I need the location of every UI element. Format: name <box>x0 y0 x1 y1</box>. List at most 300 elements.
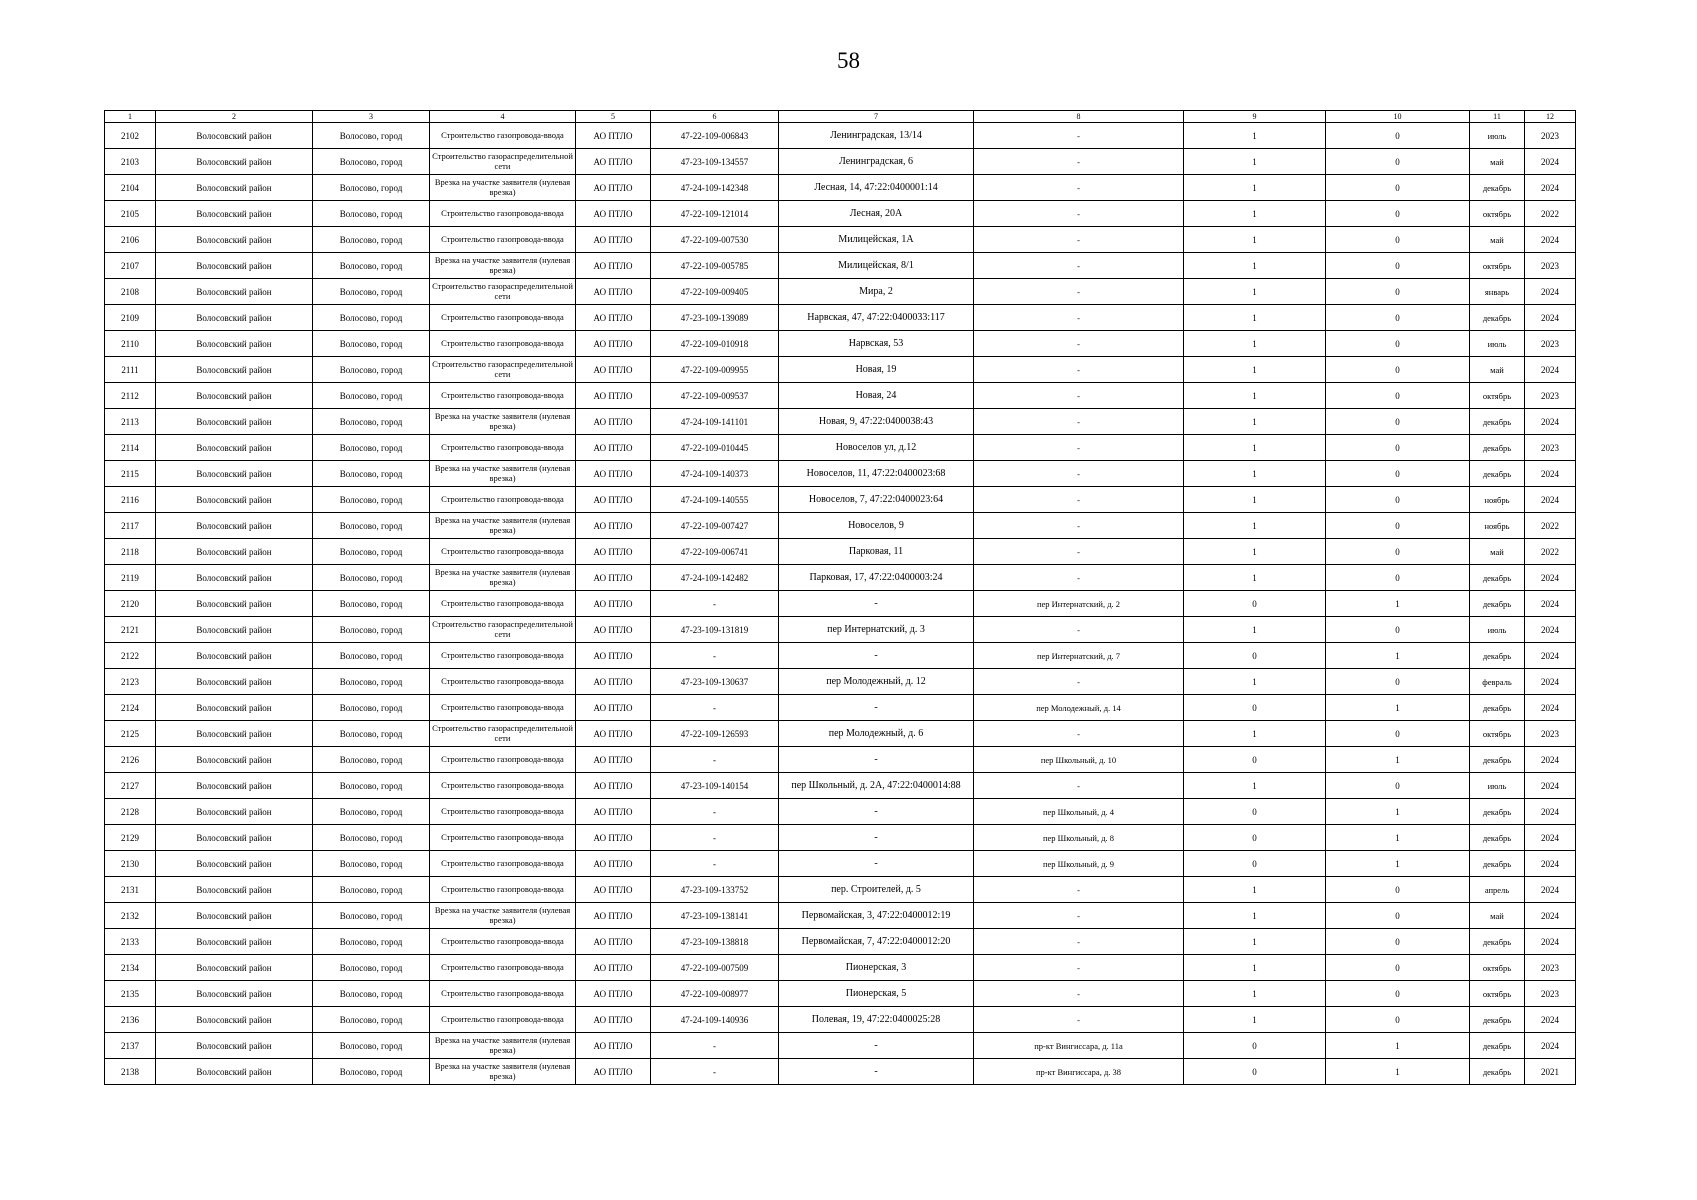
district-cell: Волосовский район <box>156 149 313 175</box>
table-row <box>105 591 1576 617</box>
settlement-cell: Волосово, город <box>313 227 430 253</box>
permit-number-cell: 47-22-109-126593 <box>651 721 779 747</box>
work-type-cell: Строительство газопровода-ввода <box>430 955 576 981</box>
planned-address-cell: - <box>974 435 1184 461</box>
table-row <box>105 435 1576 461</box>
table-row <box>105 383 1576 409</box>
year-cell: 2024 <box>1525 591 1576 617</box>
district-cell: Волосовский район <box>156 695 313 721</box>
year-cell: 2024 <box>1525 409 1576 435</box>
organization-cell: АО ПТЛО <box>576 1059 651 1085</box>
year-cell: 2023 <box>1525 435 1576 461</box>
district-cell: Волосовский район <box>156 1007 313 1033</box>
count-planned-cell: 0 <box>1326 123 1470 149</box>
permit-number-cell: 47-22-109-005785 <box>651 253 779 279</box>
month-cell: октябрь <box>1470 201 1525 227</box>
table-row <box>105 1059 1576 1085</box>
district-cell: Волосовский район <box>156 175 313 201</box>
count-planned-cell: 0 <box>1326 955 1470 981</box>
district-cell: Волосовский район <box>156 513 313 539</box>
count-planned-cell: 0 <box>1326 461 1470 487</box>
count-existing-cell: 1 <box>1184 539 1326 565</box>
work-type-cell: Строительство газопровода-ввода <box>430 747 576 773</box>
object-address-cell: пер. Строителей, д. 5 <box>779 877 974 903</box>
organization-cell: АО ПТЛО <box>576 487 651 513</box>
district-cell: Волосовский район <box>156 721 313 747</box>
district-cell: Волосовский район <box>156 227 313 253</box>
count-planned-cell: 0 <box>1326 565 1470 591</box>
planned-address-cell: - <box>974 669 1184 695</box>
organization-cell: АО ПТЛО <box>576 383 651 409</box>
row-number-cell: 2136 <box>105 1007 156 1033</box>
year-cell: 2024 <box>1525 929 1576 955</box>
year-cell: 2024 <box>1525 175 1576 201</box>
district-cell: Волосовский район <box>156 669 313 695</box>
year-cell: 2024 <box>1525 799 1576 825</box>
object-address-cell: Парковая, 17, 47:22:0400003:24 <box>779 565 974 591</box>
district-cell: Волосовский район <box>156 331 313 357</box>
settlement-cell: Волосово, город <box>313 487 430 513</box>
work-type-cell: Строительство газораспределительной сети <box>430 617 576 643</box>
permit-number-cell: 47-22-109-009955 <box>651 357 779 383</box>
permit-number-cell: - <box>651 695 779 721</box>
month-cell: декабрь <box>1470 1033 1525 1059</box>
year-cell: 2024 <box>1525 1007 1576 1033</box>
table-row <box>105 955 1576 981</box>
planned-address-cell: пр-кт Вингиссара, д. 11а <box>974 1033 1184 1059</box>
month-cell: декабрь <box>1470 565 1525 591</box>
planned-address-cell: - <box>974 1007 1184 1033</box>
settlement-cell: Волосово, город <box>313 721 430 747</box>
permit-number-cell: 47-24-109-140555 <box>651 487 779 513</box>
header-row <box>105 111 1576 123</box>
month-cell: июль <box>1470 773 1525 799</box>
work-type-cell: Строительство газораспределительной сети <box>430 149 576 175</box>
row-number-cell: 2129 <box>105 825 156 851</box>
work-type-cell: Строительство газопровода-ввода <box>430 539 576 565</box>
organization-cell: АО ПТЛО <box>576 175 651 201</box>
count-planned-cell: 1 <box>1326 825 1470 851</box>
object-address-cell: Лесная, 14, 47:22:0400001:14 <box>779 175 974 201</box>
year-cell: 2022 <box>1525 539 1576 565</box>
month-cell: октябрь <box>1470 955 1525 981</box>
object-address-cell: Парковая, 11 <box>779 539 974 565</box>
count-existing-cell: 1 <box>1184 565 1326 591</box>
district-cell: Волосовский район <box>156 1059 313 1085</box>
permit-number-cell: 47-22-109-007509 <box>651 955 779 981</box>
permit-number-cell: 47-22-109-007427 <box>651 513 779 539</box>
district-cell: Волосовский район <box>156 201 313 227</box>
table-row <box>105 201 1576 227</box>
permit-number-cell: - <box>651 591 779 617</box>
object-address-cell: Новоселов, 11, 47:22:0400023:68 <box>779 461 974 487</box>
settlement-cell: Волосово, город <box>313 409 430 435</box>
month-cell: май <box>1470 357 1525 383</box>
count-existing-cell: 1 <box>1184 487 1326 513</box>
count-existing-cell: 1 <box>1184 929 1326 955</box>
planned-address-cell: - <box>974 981 1184 1007</box>
year-cell: 2023 <box>1525 955 1576 981</box>
object-address-cell: Полевая, 19, 47:22:0400025:28 <box>779 1007 974 1033</box>
count-existing-cell: 0 <box>1184 747 1326 773</box>
organization-cell: АО ПТЛО <box>576 929 651 955</box>
organization-cell: АО ПТЛО <box>576 201 651 227</box>
district-cell: Волосовский район <box>156 851 313 877</box>
count-existing-cell: 1 <box>1184 721 1326 747</box>
object-address-cell: Милицейская, 8/1 <box>779 253 974 279</box>
permit-number-cell: 47-24-109-140373 <box>651 461 779 487</box>
row-number-cell: 2123 <box>105 669 156 695</box>
year-cell: 2023 <box>1525 383 1576 409</box>
count-planned-cell: 0 <box>1326 383 1470 409</box>
settlement-cell: Волосово, город <box>313 253 430 279</box>
work-type-cell: Врезка на участке заявителя (нулевая врезка) <box>430 513 576 539</box>
count-planned-cell: 0 <box>1326 331 1470 357</box>
settlement-cell: Волосово, город <box>313 955 430 981</box>
count-planned-cell: 0 <box>1326 773 1470 799</box>
work-type-cell: Строительство газопровода-ввода <box>430 331 576 357</box>
year-cell: 2024 <box>1525 669 1576 695</box>
settlement-cell: Волосово, город <box>313 695 430 721</box>
permit-number-cell: 47-24-109-141101 <box>651 409 779 435</box>
settlement-cell: Волосово, город <box>313 929 430 955</box>
column-header-8: 8 <box>974 111 1184 123</box>
row-number-cell: 2104 <box>105 175 156 201</box>
year-cell: 2024 <box>1525 461 1576 487</box>
count-existing-cell: 1 <box>1184 513 1326 539</box>
object-address-cell: - <box>779 1033 974 1059</box>
district-cell: Волосовский район <box>156 253 313 279</box>
count-planned-cell: 0 <box>1326 539 1470 565</box>
permit-number-cell: 47-23-109-140154 <box>651 773 779 799</box>
district-cell: Волосовский район <box>156 747 313 773</box>
permit-number-cell: - <box>651 851 779 877</box>
year-cell: 2023 <box>1525 331 1576 357</box>
count-existing-cell: 1 <box>1184 617 1326 643</box>
year-cell: 2023 <box>1525 981 1576 1007</box>
count-planned-cell: 1 <box>1326 1033 1470 1059</box>
year-cell: 2024 <box>1525 1033 1576 1059</box>
settlement-cell: Волосово, город <box>313 981 430 1007</box>
object-address-cell: - <box>779 1059 974 1085</box>
planned-address-cell: - <box>974 149 1184 175</box>
permit-number-cell: 47-22-109-007530 <box>651 227 779 253</box>
planned-address-cell: пер Школьный, д. 4 <box>974 799 1184 825</box>
row-number-cell: 2135 <box>105 981 156 1007</box>
object-address-cell: Новая, 24 <box>779 383 974 409</box>
count-existing-cell: 1 <box>1184 175 1326 201</box>
district-cell: Волосовский район <box>156 1033 313 1059</box>
planned-address-cell: - <box>974 227 1184 253</box>
work-type-cell: Строительство газопровода-ввода <box>430 1007 576 1033</box>
organization-cell: АО ПТЛО <box>576 721 651 747</box>
column-header-2: 2 <box>156 111 313 123</box>
month-cell: май <box>1470 227 1525 253</box>
month-cell: май <box>1470 539 1525 565</box>
count-planned-cell: 0 <box>1326 487 1470 513</box>
month-cell: декабрь <box>1470 929 1525 955</box>
planned-address-cell: - <box>974 877 1184 903</box>
month-cell: июль <box>1470 123 1525 149</box>
organization-cell: АО ПТЛО <box>576 565 651 591</box>
object-address-cell: - <box>779 747 974 773</box>
organization-cell: АО ПТЛО <box>576 1007 651 1033</box>
table-row <box>105 773 1576 799</box>
year-cell: 2024 <box>1525 305 1576 331</box>
column-header-4: 4 <box>430 111 576 123</box>
permit-number-cell: 47-22-109-010445 <box>651 435 779 461</box>
planned-address-cell: - <box>974 175 1184 201</box>
month-cell: декабрь <box>1470 1059 1525 1085</box>
table-row <box>105 487 1576 513</box>
settlement-cell: Волосово, город <box>313 279 430 305</box>
district-cell: Волосовский район <box>156 929 313 955</box>
table-body <box>105 123 1576 1085</box>
district-cell: Волосовский район <box>156 955 313 981</box>
count-planned-cell: 1 <box>1326 851 1470 877</box>
month-cell: май <box>1470 149 1525 175</box>
row-number-cell: 2137 <box>105 1033 156 1059</box>
column-header-10: 10 <box>1326 111 1470 123</box>
organization-cell: АО ПТЛО <box>576 539 651 565</box>
count-planned-cell: 0 <box>1326 669 1470 695</box>
settlement-cell: Волосово, город <box>313 1033 430 1059</box>
work-type-cell: Врезка на участке заявителя (нулевая врезка) <box>430 1033 576 1059</box>
work-type-cell: Строительство газопровода-ввода <box>430 305 576 331</box>
month-cell: декабрь <box>1470 851 1525 877</box>
column-header-6: 6 <box>651 111 779 123</box>
settlement-cell: Волосово, город <box>313 149 430 175</box>
planned-address-cell: - <box>974 357 1184 383</box>
permit-number-cell: 47-22-109-010918 <box>651 331 779 357</box>
settlement-cell: Волосово, город <box>313 383 430 409</box>
settlement-cell: Волосово, город <box>313 903 430 929</box>
count-existing-cell: 1 <box>1184 1007 1326 1033</box>
year-cell: 2024 <box>1525 747 1576 773</box>
planned-address-cell: - <box>974 539 1184 565</box>
count-planned-cell: 0 <box>1326 253 1470 279</box>
table-row <box>105 617 1576 643</box>
permit-number-cell: 47-23-109-138818 <box>651 929 779 955</box>
organization-cell: АО ПТЛО <box>576 513 651 539</box>
object-address-cell: Пионерская, 5 <box>779 981 974 1007</box>
planned-address-cell: - <box>974 123 1184 149</box>
work-type-cell: Строительство газопровода-ввода <box>430 643 576 669</box>
count-existing-cell: 1 <box>1184 773 1326 799</box>
permit-number-cell: 47-23-109-131819 <box>651 617 779 643</box>
table-row <box>105 539 1576 565</box>
planned-address-cell: - <box>974 513 1184 539</box>
organization-cell: АО ПТЛО <box>576 669 651 695</box>
count-existing-cell: 0 <box>1184 851 1326 877</box>
object-address-cell: Новоселов, 7, 47:22:0400023:64 <box>779 487 974 513</box>
settlement-cell: Волосово, город <box>313 1059 430 1085</box>
table-row <box>105 903 1576 929</box>
column-header-12: 12 <box>1525 111 1576 123</box>
year-cell: 2024 <box>1525 149 1576 175</box>
object-address-cell: Ленинградская, 13/14 <box>779 123 974 149</box>
year-cell: 2024 <box>1525 357 1576 383</box>
object-address-cell: пер Молодежный, д. 6 <box>779 721 974 747</box>
year-cell: 2023 <box>1525 721 1576 747</box>
permit-number-cell: 47-23-109-139089 <box>651 305 779 331</box>
work-type-cell: Строительство газопровода-ввода <box>430 123 576 149</box>
register-table <box>104 110 1576 1085</box>
organization-cell: АО ПТЛО <box>576 253 651 279</box>
row-number-cell: 2121 <box>105 617 156 643</box>
permit-number-cell: - <box>651 643 779 669</box>
row-number-cell: 2109 <box>105 305 156 331</box>
table-row <box>105 409 1576 435</box>
count-planned-cell: 0 <box>1326 357 1470 383</box>
month-cell: декабрь <box>1470 409 1525 435</box>
count-planned-cell: 0 <box>1326 903 1470 929</box>
month-cell: декабрь <box>1470 643 1525 669</box>
object-address-cell: пер Школьный, д. 2А, 47:22:0400014:88 <box>779 773 974 799</box>
district-cell: Волосовский район <box>156 773 313 799</box>
object-address-cell: Лесная, 20А <box>779 201 974 227</box>
permit-number-cell: 47-22-109-006843 <box>651 123 779 149</box>
row-number-cell: 2126 <box>105 747 156 773</box>
permit-number-cell: 47-23-109-130637 <box>651 669 779 695</box>
planned-address-cell: пер Интернатский, д. 2 <box>974 591 1184 617</box>
district-cell: Волосовский район <box>156 461 313 487</box>
work-type-cell: Врезка на участке заявителя (нулевая врезка) <box>430 1059 576 1085</box>
organization-cell: АО ПТЛО <box>576 825 651 851</box>
year-cell: 2024 <box>1525 773 1576 799</box>
planned-address-cell: пер Школьный, д. 9 <box>974 851 1184 877</box>
row-number-cell: 2115 <box>105 461 156 487</box>
organization-cell: АО ПТЛО <box>576 1033 651 1059</box>
column-header-1: 1 <box>105 111 156 123</box>
object-address-cell: - <box>779 591 974 617</box>
settlement-cell: Волосово, город <box>313 799 430 825</box>
organization-cell: АО ПТЛО <box>576 903 651 929</box>
permit-number-cell: - <box>651 747 779 773</box>
row-number-cell: 2108 <box>105 279 156 305</box>
table-row <box>105 747 1576 773</box>
count-planned-cell: 1 <box>1326 747 1470 773</box>
row-number-cell: 2105 <box>105 201 156 227</box>
count-planned-cell: 0 <box>1326 409 1470 435</box>
settlement-cell: Волосово, город <box>313 877 430 903</box>
organization-cell: АО ПТЛО <box>576 981 651 1007</box>
district-cell: Волосовский район <box>156 409 313 435</box>
work-type-cell: Врезка на участке заявителя (нулевая врезка) <box>430 175 576 201</box>
object-address-cell: Нарвская, 47, 47:22:0400033:117 <box>779 305 974 331</box>
work-type-cell: Врезка на участке заявителя (нулевая врезка) <box>430 253 576 279</box>
year-cell: 2024 <box>1525 643 1576 669</box>
planned-address-cell: - <box>974 279 1184 305</box>
organization-cell: АО ПТЛО <box>576 435 651 461</box>
object-address-cell: Милицейская, 1А <box>779 227 974 253</box>
count-existing-cell: 1 <box>1184 227 1326 253</box>
column-header-7: 7 <box>779 111 974 123</box>
row-number-cell: 2122 <box>105 643 156 669</box>
work-type-cell: Строительство газопровода-ввода <box>430 877 576 903</box>
work-type-cell: Врезка на участке заявителя (нулевая врезка) <box>430 409 576 435</box>
work-type-cell: Строительство газопровода-ввода <box>430 825 576 851</box>
settlement-cell: Волосово, город <box>313 201 430 227</box>
month-cell: июль <box>1470 617 1525 643</box>
permit-number-cell: 47-24-109-142482 <box>651 565 779 591</box>
district-cell: Волосовский район <box>156 305 313 331</box>
permit-number-cell: 47-23-109-133752 <box>651 877 779 903</box>
work-type-cell: Строительство газораспределительной сети <box>430 357 576 383</box>
row-number-cell: 2107 <box>105 253 156 279</box>
row-number-cell: 2124 <box>105 695 156 721</box>
table-row <box>105 253 1576 279</box>
count-existing-cell: 1 <box>1184 383 1326 409</box>
district-cell: Волосовский район <box>156 279 313 305</box>
permit-number-cell: - <box>651 1033 779 1059</box>
year-cell: 2021 <box>1525 1059 1576 1085</box>
settlement-cell: Волосово, город <box>313 617 430 643</box>
month-cell: январь <box>1470 279 1525 305</box>
row-number-cell: 2114 <box>105 435 156 461</box>
settlement-cell: Волосово, город <box>313 747 430 773</box>
month-cell: декабрь <box>1470 1007 1525 1033</box>
work-type-cell: Строительство газопровода-ввода <box>430 773 576 799</box>
planned-address-cell: пер Школьный, д. 8 <box>974 825 1184 851</box>
object-address-cell: Пионерская, 3 <box>779 955 974 981</box>
organization-cell: АО ПТЛО <box>576 617 651 643</box>
permit-number-cell: 47-22-109-008977 <box>651 981 779 1007</box>
work-type-cell: Строительство газопровода-ввода <box>430 201 576 227</box>
permit-number-cell: 47-24-109-142348 <box>651 175 779 201</box>
month-cell: апрель <box>1470 877 1525 903</box>
district-cell: Волосовский район <box>156 565 313 591</box>
column-header-11: 11 <box>1470 111 1525 123</box>
work-type-cell: Строительство газопровода-ввода <box>430 591 576 617</box>
district-cell: Волосовский район <box>156 487 313 513</box>
permit-number-cell: 47-23-109-134557 <box>651 149 779 175</box>
planned-address-cell: - <box>974 305 1184 331</box>
row-number-cell: 2113 <box>105 409 156 435</box>
count-planned-cell: 1 <box>1326 591 1470 617</box>
column-header-3: 3 <box>313 111 430 123</box>
organization-cell: АО ПТЛО <box>576 773 651 799</box>
table-row <box>105 565 1576 591</box>
year-cell: 2024 <box>1525 487 1576 513</box>
row-number-cell: 2112 <box>105 383 156 409</box>
count-planned-cell: 1 <box>1326 799 1470 825</box>
row-number-cell: 2133 <box>105 929 156 955</box>
month-cell: февраль <box>1470 669 1525 695</box>
month-cell: октябрь <box>1470 721 1525 747</box>
count-planned-cell: 0 <box>1326 227 1470 253</box>
organization-cell: АО ПТЛО <box>576 461 651 487</box>
table-row <box>105 643 1576 669</box>
count-existing-cell: 1 <box>1184 123 1326 149</box>
settlement-cell: Волосово, город <box>313 851 430 877</box>
organization-cell: АО ПТЛО <box>576 409 651 435</box>
year-cell: 2023 <box>1525 253 1576 279</box>
column-header-5: 5 <box>576 111 651 123</box>
count-planned-cell: 0 <box>1326 149 1470 175</box>
planned-address-cell: - <box>974 565 1184 591</box>
work-type-cell: Строительство газопровода-ввода <box>430 695 576 721</box>
object-address-cell: Новая, 9, 47:22:0400038:43 <box>779 409 974 435</box>
month-cell: октябрь <box>1470 253 1525 279</box>
settlement-cell: Волосово, город <box>313 435 430 461</box>
object-address-cell: пер Интернатский, д. 3 <box>779 617 974 643</box>
organization-cell: АО ПТЛО <box>576 799 651 825</box>
table-row <box>105 305 1576 331</box>
settlement-cell: Волосово, город <box>313 539 430 565</box>
month-cell: декабрь <box>1470 747 1525 773</box>
planned-address-cell: - <box>974 487 1184 513</box>
